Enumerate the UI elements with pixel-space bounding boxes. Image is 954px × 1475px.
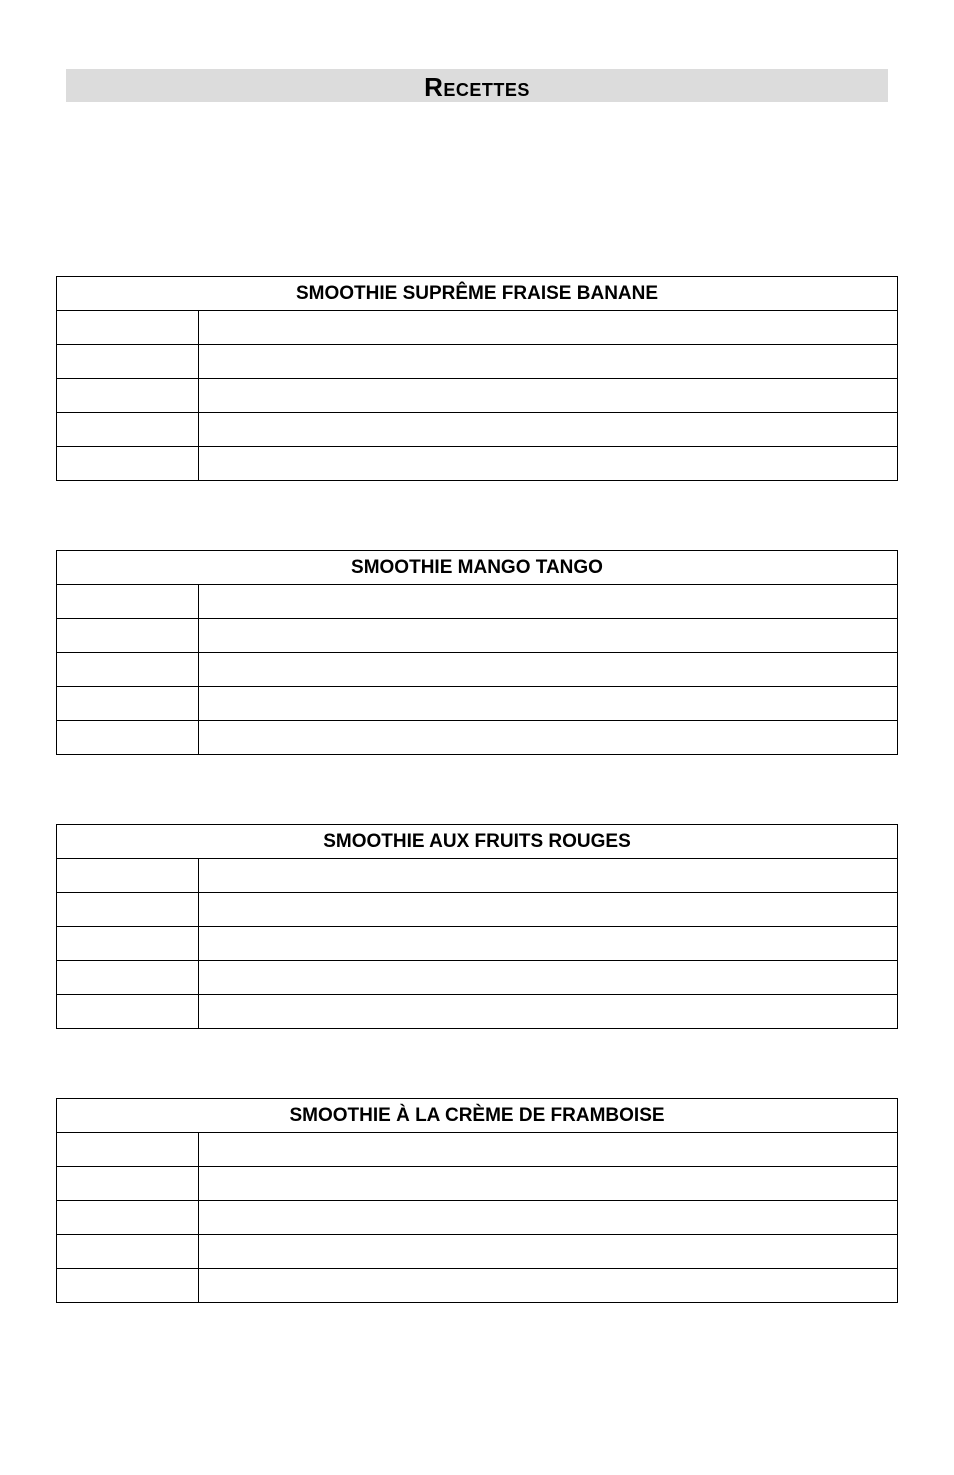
label-cell [57,379,199,413]
recipe-title-row [57,277,898,311]
table-row [57,1133,898,1167]
label-cell [57,447,199,481]
label-cell [57,413,199,447]
label-cell [57,927,199,961]
recipe-title-row [57,825,898,859]
page-title: Recettes [424,72,530,102]
table-row [57,345,898,379]
label-cell [57,1235,199,1269]
label-cell [57,585,199,619]
label-cell [57,961,199,995]
content-cell [199,927,898,961]
table-row [57,859,898,893]
content-cell [199,653,898,687]
content-cell [199,413,898,447]
content-cell [199,1167,898,1201]
table-row [57,619,898,653]
table-row [57,995,898,1029]
label-cell [57,995,199,1029]
recipe-table [56,1098,898,1303]
recipe-table [56,550,898,755]
recipe-table [56,276,898,481]
content-cell [199,619,898,653]
label-cell [57,619,199,653]
label-cell [57,311,199,345]
recipe-title-row [57,551,898,585]
recipe-title: SMOOTHIE AUX FRUITS ROUGES [57,825,898,859]
recipe-table [56,824,898,1029]
content-cell [199,1269,898,1303]
label-cell [57,653,199,687]
table-row [57,1167,898,1201]
label-cell [57,1133,199,1167]
label-cell [57,859,199,893]
label-cell [57,1167,199,1201]
label-cell [57,345,199,379]
content-cell [199,345,898,379]
label-cell [57,721,199,755]
content-cell [199,859,898,893]
content-cell [199,447,898,481]
table-row [57,1235,898,1269]
content-cell [199,311,898,345]
table-row [57,893,898,927]
table-row [57,311,898,345]
content-cell [199,687,898,721]
recipe-title: SMOOTHIE SUPRÊME FRAISE BANANE [57,277,898,311]
label-cell [57,1201,199,1235]
table-row [57,687,898,721]
content-cell [199,1235,898,1269]
content-cell [199,721,898,755]
label-cell [57,1269,199,1303]
table-row [57,1269,898,1303]
label-cell [57,893,199,927]
content-cell [199,961,898,995]
recipe-title-row [57,1099,898,1133]
content-cell [199,995,898,1029]
label-cell [57,687,199,721]
content-cell [199,1201,898,1235]
table-row [57,585,898,619]
content-cell [199,1133,898,1167]
content-cell [199,585,898,619]
table-row [57,413,898,447]
content-cell [199,379,898,413]
table-row [57,379,898,413]
table-row [57,653,898,687]
table-row [57,961,898,995]
recipe-title: SMOOTHIE À LA CRÈME DE FRAMBOISE [57,1099,898,1133]
table-row [57,1201,898,1235]
content-cell [199,893,898,927]
page-header [66,69,888,102]
table-row [57,721,898,755]
recipe-title: SMOOTHIE MANGO TANGO [57,551,898,585]
table-row [57,927,898,961]
table-row [57,447,898,481]
